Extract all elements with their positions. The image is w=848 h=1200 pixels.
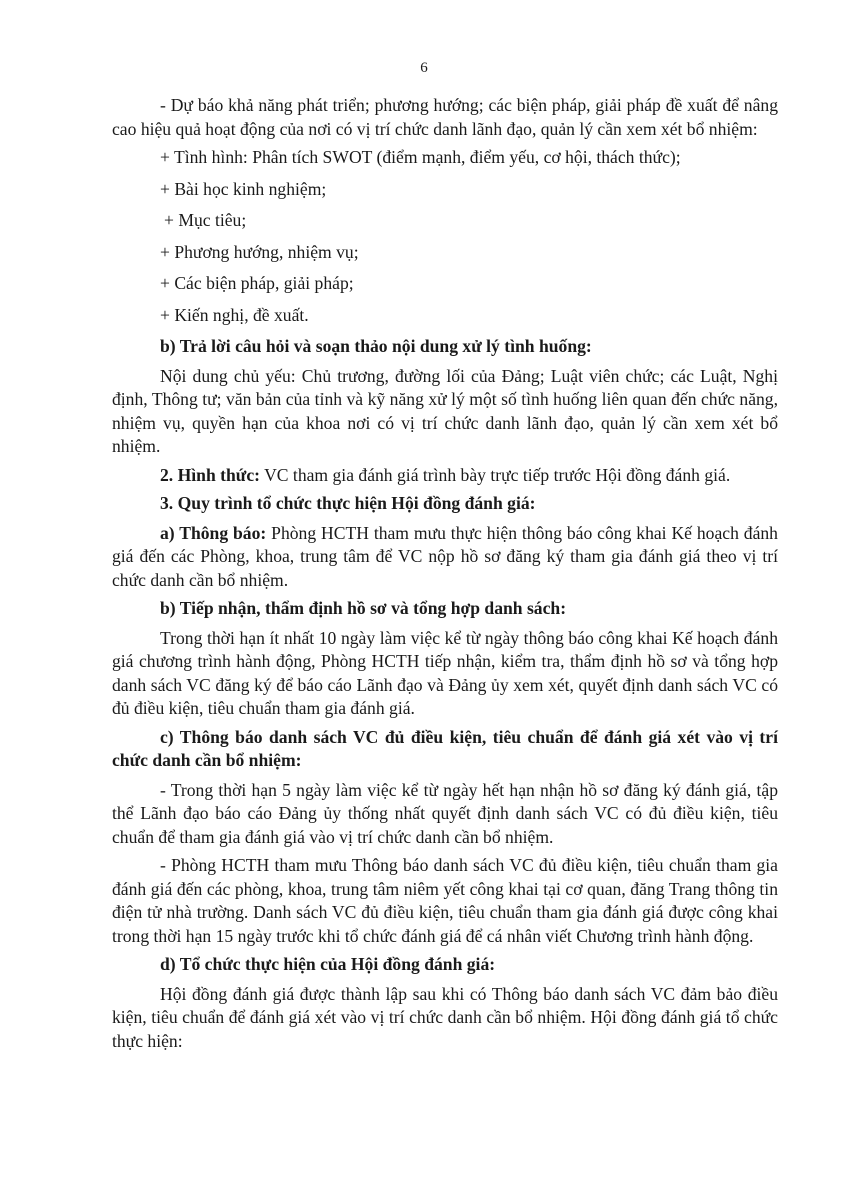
paragraph-council: Hội đồng đánh giá được thành lập sau khi có Thông báo danh sách VC đảm bảo điều kiện, tiêu chuẩn để đánh giá xét vào vị trí chức danh cần bổ nhiệm. Hội đồng đánh giá tổ chức thực hiện: [112,983,778,1051]
list-item-recommendations: + Kiến nghị, đề xuất. [160,304,309,325]
form-lead: 2. Hình thức: [160,464,261,485]
paragraph-5-days: - Trong thời hạn 5 ngày làm việc kể từ ngày hết hạn nhận hồ sơ đăng ký đánh giá, tập thể Lãnh đạo báo cáo Đảng ủy thống nhất quyết định danh sách VC có đủ điều kiện, tiêu chuẩn để tham gia đánh giá vào vị trí chức danh cần bổ nhiệm. [112,779,778,847]
paragraph-notice [112,522,778,593]
list-item-swot: + Tình hình: Phân tích SWOT (điểm mạnh, điểm yếu, cơ hội, thách thức); [160,147,681,167]
paragraph-hcth-notice: - Phòng HCTH tham mưu Thông báo danh sách VC đủ điều kiện, tiêu chuẩn tham gia đánh giá đến các phòng, khoa, trung tâm niêm yết công khai tại cơ quan, đăng Trang thông tin điện tử nhà trường. Danh sách VC đủ điều kiện, tiêu chuẩn tham gia đánh giá được công khai trong thời hạn 15 ngày trước khi tổ chức đánh giá để cá nhân viết Chương trình hành động. [112,855,778,946]
paragraph-forecast: - Dự báo khả năng phát triển; phương hướng; các biện pháp, giải pháp đề xuất để nâng cao hiệu quả hoạt động của nơi có vị trí chức danh lãnh đạo, quản lý cần xem xét bổ nhiệm: [112,95,778,139]
notice-lead: a) Thông báo: [160,522,267,543]
list-item-directions: + Phương hướng, nhiệm vụ; [160,241,359,262]
page-number: 6 [420,60,428,76]
list-item-lessons: + Bài học kinh nghiệm; [160,178,327,199]
paragraph-main-content: Nội dung chủ yếu: Chủ trương, đường lối của Đảng; Luật viên chức; các Luật, Nghị định, Thông tư; văn bản của tỉnh và kỹ năng xử lý một số tình huống liên quan đến chức năng, nhiệm vụ, quyền hạn của khoa nơi có vị trí chức danh lãnh đạo, quản lý cần xem xét bổ nhiệm. [112,365,778,456]
heading-b-reception: b) Tiếp nhận, thẩm định hồ sơ và tổng hợp danh sách: [160,598,567,618]
heading-d-council: d) Tổ chức thực hiện của Hội đồng đánh giá: [160,954,496,974]
heading-b-questions: b) Trả lời câu hỏi và soạn thảo nội dung xử lý tình huống: [160,336,592,356]
paragraph-form [112,464,778,488]
document-body [112,94,778,1058]
form-text: VC tham gia đánh giá trình bày trực tiếp trước Hội đồng đánh giá. [260,464,731,485]
notice-text: Phòng HCTH tham mưu thực hiện thông báo công khai Kế hoạch đánh giá đến các Phòng, khoa, trung tâm để VC nộp hồ sơ đăng ký tham gia đánh giá theo vị trí chức danh cần bổ nhiệm. [112,522,778,590]
heading-c-list: c) Thông báo danh sách VC đủ điều kiện, tiêu chuẩn để đánh giá xét vào vị trí chức danh cần bổ nhiệm: [112,726,778,770]
paragraph-reception: Trong thời hạn ít nhất 10 ngày làm việc kể từ ngày thông báo công khai Kế hoạch đánh giá chương trình hành động, Phòng HCTH tiếp nhận, kiểm tra, thẩm định hồ sơ và tổng hợp danh sách VC đăng ký để báo cáo Lãnh đạo và Đảng ủy xem xét, quyết định danh sách VC có đủ điều kiện, tiêu chuẩn tham gia đánh giá. [112,627,778,718]
list-item-objectives: + Mục tiêu; [164,210,247,230]
list-item-measures: + Các biện pháp, giải pháp; [160,273,354,293]
heading-3-process: 3. Quy trình tổ chức thực hiện Hội đồng đánh giá: [160,493,536,513]
